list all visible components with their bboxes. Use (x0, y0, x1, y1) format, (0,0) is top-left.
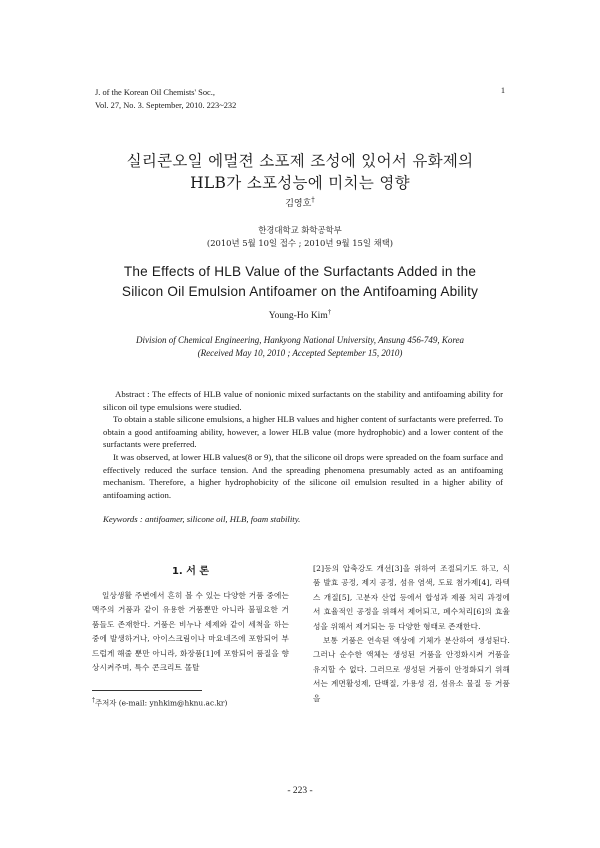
korean-title-line2: HLB가 소포성능에 미치는 영향 (190, 174, 410, 192)
journal-volume: Vol. 27, No. 3. September, 2010. 223~232 (95, 101, 237, 110)
body-text (313, 562, 510, 706)
section-heading: 1. 서 론 (171, 566, 210, 577)
right-column (313, 562, 510, 706)
author-dagger: † (311, 196, 315, 204)
english-title-line1: The Effects of HLB Value of the Surfactants Added in the (123, 264, 477, 279)
header-page-number: 1 (500, 86, 505, 95)
korean-dates: (2010년 5월 10일 접수 ; 2010년 9월 15일 채택) (206, 238, 394, 248)
english-dates: (Received May 10, 2010 ; Accepted September 15, 2010) (197, 348, 403, 358)
journal-name: J. of the Korean Oil Chemists' Soc., (95, 88, 215, 97)
footnote-text: 주저자 (e-mail: ynhkim@hknu.ac.kr) (95, 698, 228, 708)
korean-author (0, 196, 600, 209)
korean-affiliation (0, 224, 600, 250)
footnote-mark: † (92, 697, 95, 704)
korean-affiliation-name: 한경대학교 화학공학부 (258, 225, 342, 235)
korean-title-line1: 실리콘오일 에멀젼 소포제 조성에 있어서 유화제의 (126, 152, 474, 170)
abstract-paragraph: It was observed, at lower HLB values(8 or 9), that the silicone oil drops were spreaded on the foam surface and effectively reduced the surface tension. And the spreading phenomena presumably acted as an antifoaming mechanism. Therefore, a higher hydrophobicity of the silicone oil emulsion resulted in a higher ability of antifoaming action. (103, 451, 503, 500)
english-affiliation (0, 334, 600, 360)
english-title-line2: Silicon Oil Emulsion Antifoamer on the Antifoaming Ability (121, 284, 479, 299)
left-column (92, 562, 289, 675)
keywords: Keywords : antifoamer, silicone oil, HLB, foam stability. (103, 514, 301, 524)
footnote (92, 697, 227, 708)
abstract-paragraph: To obtain a stable silicone emulsions, a higher HLB values and higher content of surfactants were preferred. To obtain a good antifoaming ability, however, a lower HLB value (more hydrophobic) and a lower content of the surfactants were preferred. (103, 414, 503, 450)
body-paragraph: [2]등의 압축강도 개선[3]을 위하여 조절되기도 하고, 식품 발효 공정, 제지 공정, 섬유 염색, 도료 첨가제[4], 라텍스 개질[5], 고분자 산업 등에서 합성과 제품 처리 과정에서 효율적인 공정을 위해서 제어되고, 폐수처리[6]의 효율성을 위해서 제거되는 등 다양한 형태로 존재한다. (313, 564, 510, 631)
abstract (103, 388, 503, 501)
english-author-name: Young-Ho Kim (268, 311, 328, 322)
footnote-divider (92, 690, 202, 691)
body-text (92, 589, 289, 675)
page-footer-number: - 223 - (287, 786, 313, 796)
body-paragraph: 일상생활 주변에서 흔히 볼 수 있는 다양한 거품 중에는 맥주의 거품과 같이 유용한 거품뿐만 아니라 불필요한 거품들도 존재한다. 거품은 비누나 세제와 같이 세척을 하는 중에 발생하거나, 아이스크림이나 마요네즈에 포함되어 부드럽게 해줄 뿐만 아니라, 화장품[1]에 포함되어 품질을 향상시켜주며, 특수 콘크리트 몰탈 (92, 591, 289, 673)
english-author (0, 308, 600, 321)
abstract-paragraph: Abstract : The effects of HLB value of nonionic mixed surfactants on the stability and antifoaming ability for silicon oil type emulsions were studied. (103, 389, 503, 412)
korean-author-name: 김영호 (285, 199, 312, 209)
body-paragraph: 보통 거품은 연속된 액상에 기체가 분산하여 생성된다. 그러나 순수한 액체는 생성된 거품을 안정화시켜 거품을 유지할 수 없다. 그러므로 생성된 거품이 안정화되기 위해서는 계면활성제, 단백질, 가용성 검, 섬유소 물질 등 거품을 (313, 636, 510, 703)
author-dagger: † (327, 308, 332, 316)
korean-title (0, 150, 600, 194)
journal-citation (95, 86, 236, 112)
english-affiliation-name: Division of Chemical Engineering, Hankyong National University, Ansung 456-749, Korea (136, 335, 464, 345)
english-title (0, 262, 600, 302)
